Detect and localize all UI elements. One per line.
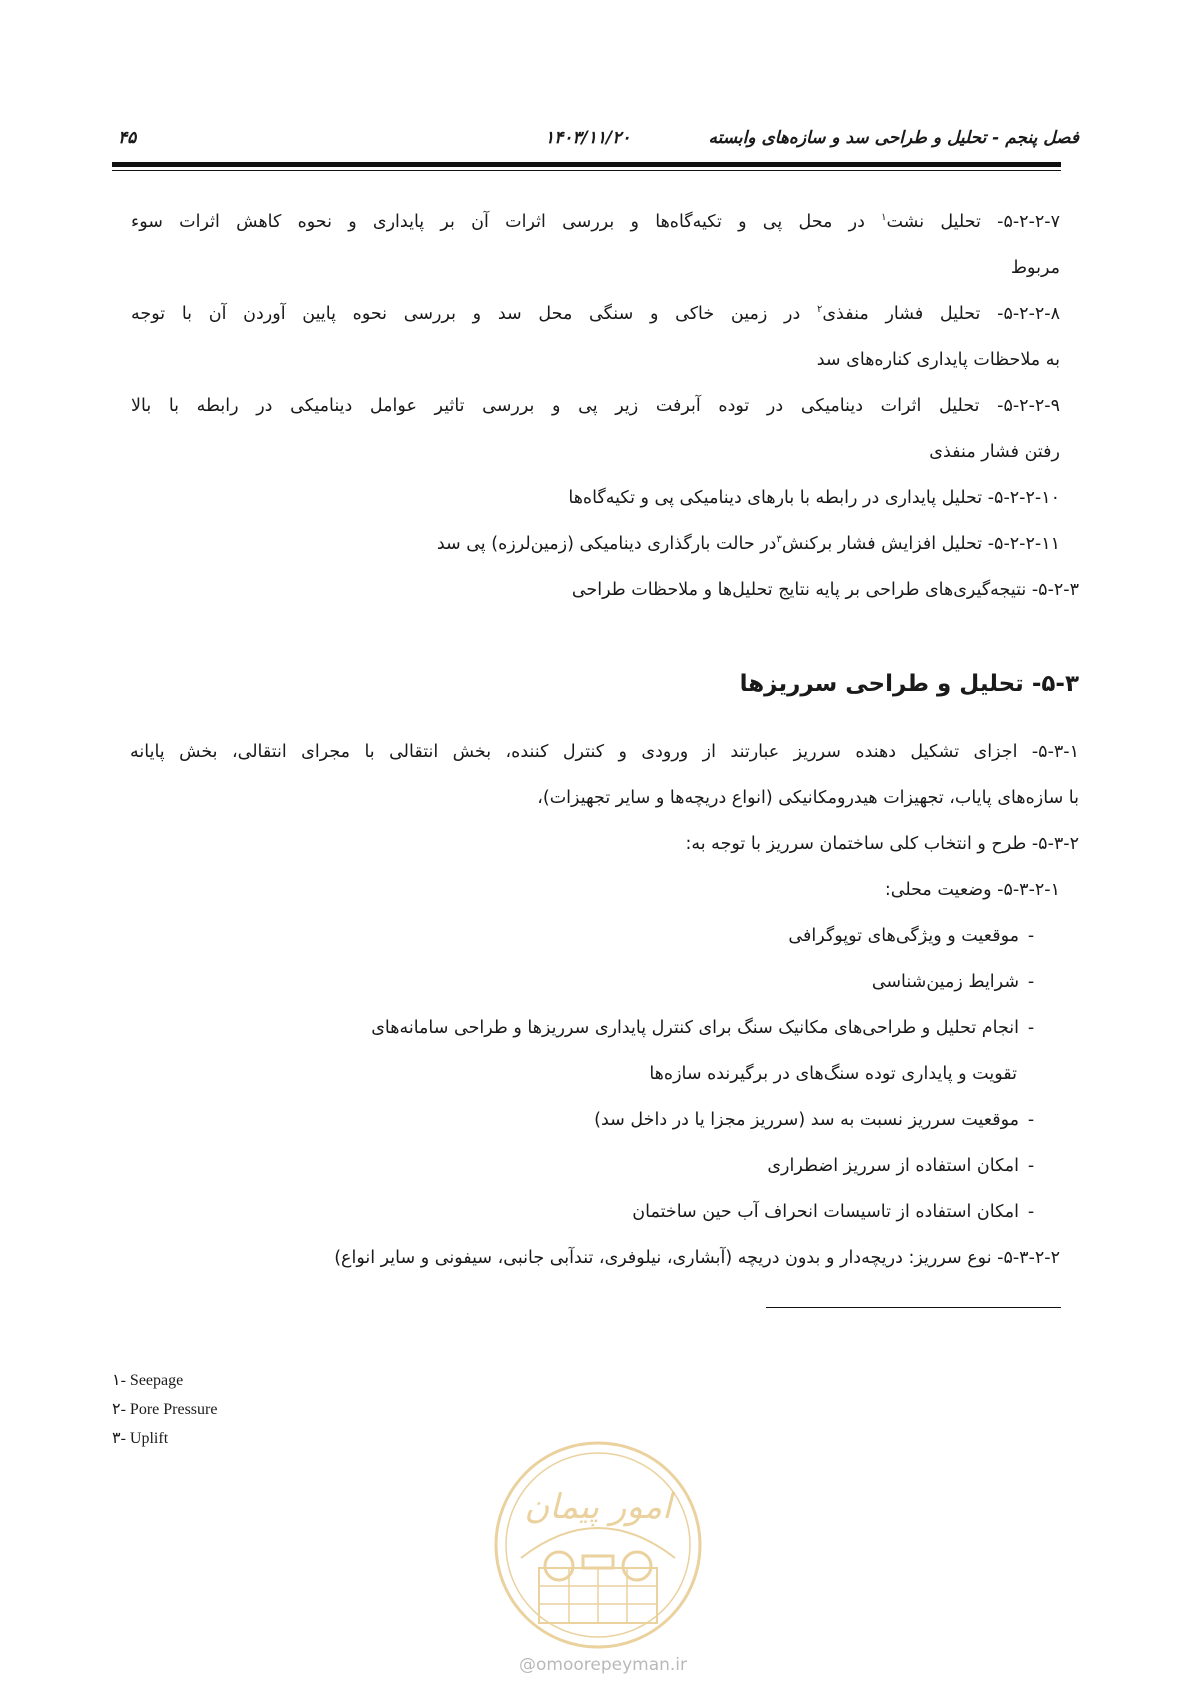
paragraph-5-3-2-2: ۵-۳-۲-۲- نوع سرریز: دریچه‌دار و بدون دریچه (آبشاری، نیلوفری، تندآبی جانبی، سیفونی و سایر انواع) — [334, 1248, 1060, 1268]
item-label: ۵-۲-۲-۱۱- تحلیل افزایش فشار برکنش — [781, 534, 1060, 554]
bullet-text: شرایط زمین‌شناسی — [871, 972, 1019, 992]
footnote-3: ۳- Uplift — [112, 1430, 169, 1447]
item-text: در زمین خاکی و سنگی محل سد و بررسی نحوه پایین آوردن آن با توجه — [131, 304, 817, 324]
paragraph-5-3-1: ۵-۳-۱- اجزای تشکیل دهنده سرریز عبارتند از ورودی و کنترل کننده، بخش انتقالی با مجرای انتقالی، بخش پایانه — [130, 742, 1079, 762]
item-label: ۵-۲-۲-۷- تحلیل نشت — [886, 212, 1060, 232]
watermark-url-text: omoorepeyman.ir — [535, 1655, 688, 1675]
paragraph-5-2-2-7 — [131, 208, 1060, 238]
header-rule-thin — [112, 170, 1061, 171]
item-label: ۵-۲-۲-۸- تحلیل فشار منفذی — [822, 304, 1060, 324]
bullet-item — [371, 1014, 1043, 1044]
paragraph-5-2-2-7-cont: مربوط — [1010, 258, 1060, 278]
item-text: در حالت بارگذاری دینامیکی (زمین‌لرزه) پی سد — [436, 534, 777, 554]
footnote-separator — [766, 1307, 1061, 1308]
paragraph-5-3-2-1: ۵-۳-۲-۱- وضعیت محلی: — [884, 880, 1060, 900]
page-number: ۴۵ — [118, 128, 137, 148]
footnote-2: ۲- Pore Pressure — [112, 1401, 218, 1418]
paragraph-5-2-2-11 — [437, 530, 1060, 560]
bullet-dash: - — [1027, 926, 1035, 946]
footnote-ref: ۲ — [816, 304, 823, 316]
watermark-url — [488, 1655, 718, 1675]
section-heading: ۵-۳- تحلیل و طراحی سرریزها — [739, 671, 1079, 697]
bullet-dash: - — [1027, 972, 1035, 992]
paragraph-5-2-2-10: ۵-۲-۲-۱۰- تحلیل پایداری در رابطه با بارهای دینامیکی پی و تکیه‌گاه‌ها — [568, 488, 1060, 508]
bullet-item — [872, 968, 1043, 998]
bullet-dash: - — [1027, 1110, 1035, 1130]
paragraph-5-3-2: ۵-۳-۲- طرح و انتخاب کلی ساختمان سرریز با توجه به: — [685, 834, 1079, 854]
bullet-item — [767, 1152, 1043, 1182]
bullet-item-cont: تقویت و پایداری توده سنگ‌های در برگیرنده سازه‌ها — [649, 1064, 1017, 1084]
bullet-item — [594, 1106, 1043, 1136]
chapter-title: فصل پنجم - تحلیل و طراحی سد و سازه‌های وابسته — [708, 128, 1079, 148]
item-text: در محل پی و تکیه‌گاه‌ها و بررسی اثرات آن بر پایداری و نحوه کاهش اثرات سوء — [131, 212, 882, 232]
bullet-text: انجام تحلیل و طراحی‌های مکانیک سنگ برای کنترل پایداری سرریزها و طراحی سامانه‌های — [371, 1018, 1019, 1038]
paragraph-5-2-2-9: ۵-۲-۲-۹- تحلیل اثرات دینامیکی در توده آبرفت زیر پی و بررسی تاثیر عوامل دینامیکی در رابطه با بالا — [131, 396, 1060, 416]
bullet-text: امکان استفاده از سرریز اضطراری — [767, 1156, 1019, 1176]
bullet-item — [788, 922, 1043, 952]
footnote-1: ۱- Seepage — [112, 1372, 184, 1389]
paragraph-5-2-3: ۵-۲-۳- نتیجه‌گیری‌های طراحی بر پایه نتایج تحلیل‌ها و ملاحظات طراحی — [571, 580, 1079, 600]
bullet-text: موقعیت و ویژگی‌های توپوگرافی — [788, 926, 1019, 946]
bullet-text: امکان استفاده از تاسیسات انحراف آب حین ساختمان — [632, 1202, 1019, 1222]
bullet-dash: - — [1027, 1018, 1035, 1038]
seal-lettering: امور پیمان — [524, 1487, 672, 1527]
paragraph-5-2-2-9-cont: رفتن فشار منفذی — [929, 442, 1060, 462]
paragraph-5-3-1-cont: با سازه‌های پایاب، تجهیزات هیدرومکانیکی (انواع دریچه‌ها و سایر تجهیزات)، — [537, 788, 1079, 808]
paragraph-5-2-2-8-cont: به ملاحظات پایداری کناره‌های سد — [816, 350, 1060, 370]
header-rule-thick — [112, 162, 1061, 167]
at-sign-icon: @ — [518, 1655, 536, 1675]
bullet-dash: - — [1027, 1202, 1035, 1222]
watermark-seal-logo — [491, 1438, 705, 1652]
bullet-text: موقعیت سرریز نسبت به سد (سرریز مجزا یا در داخل سد) — [594, 1110, 1019, 1130]
bullet-dash: - — [1027, 1156, 1035, 1176]
footnote-ref: ۳ — [776, 534, 782, 546]
paragraph-5-2-2-8 — [131, 300, 1060, 330]
bullet-item — [632, 1198, 1043, 1228]
footnote-ref: ۱ — [881, 212, 887, 224]
header-date: ۱۴۰۳/۱۱/۲۰ — [545, 128, 631, 148]
